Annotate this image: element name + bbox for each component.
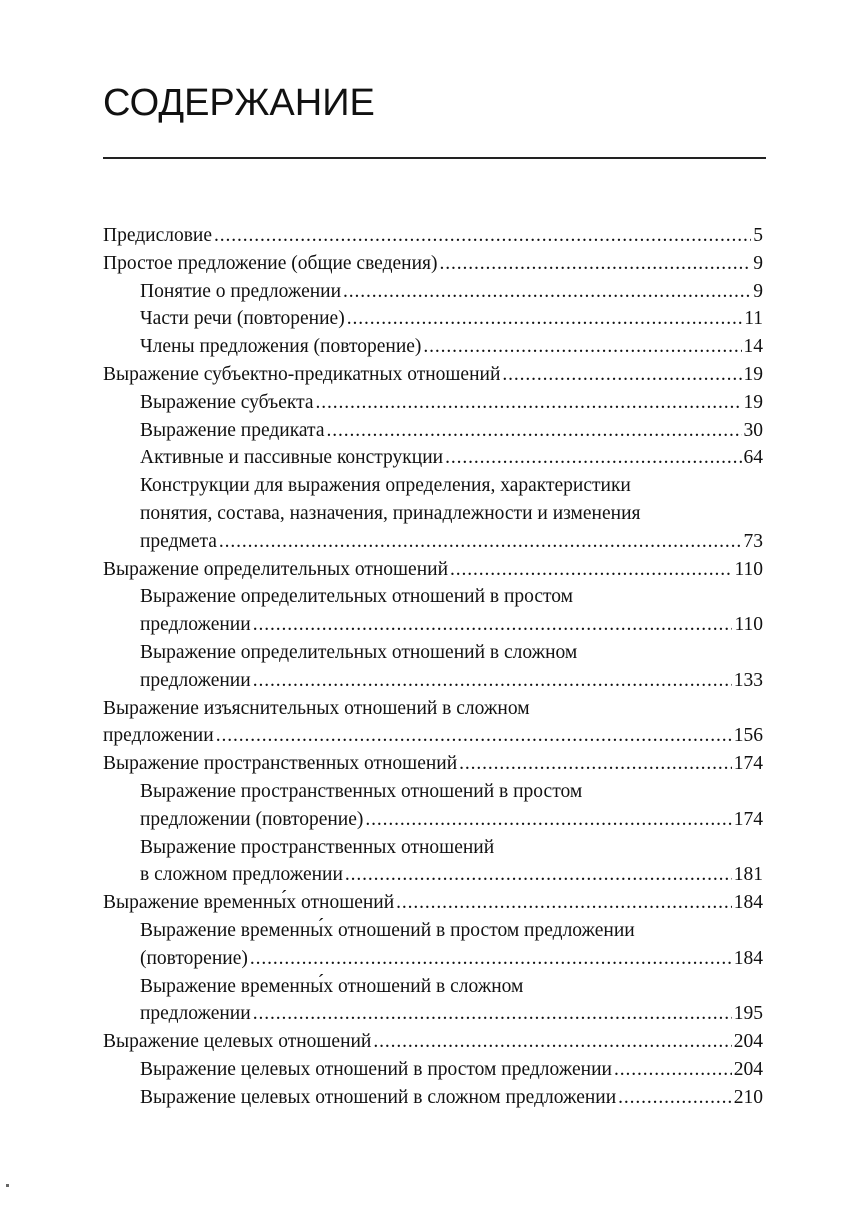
toc-page-number: 174 [733,753,763,775]
toc-entry-line [140,333,763,361]
toc-entry-line [140,861,763,889]
toc-page-number: 110 [734,558,763,580]
toc-entry[interactable] [103,305,763,333]
toc-entry-title-line: Выражение определительных отношений в сложном [140,641,578,663]
toc-entry-title: Выражение целевых отношений в простом предложении [140,1058,612,1080]
toc-page-number: 11 [744,308,763,330]
toc-page-number: 19 [743,363,763,385]
toc-entry[interactable] [103,250,763,278]
toc-entry-line [103,222,763,250]
toc-entry[interactable] [103,278,763,306]
toc-entry[interactable] [103,361,763,389]
toc-entry-title: Выражение целевых отношений [103,1031,372,1053]
toc-entry[interactable] [103,389,763,417]
toc-entry-title-line: Конструкции для выражения определения, характеристики [140,475,631,497]
toc-entry-title: Выражение предиката [140,419,325,441]
toc-entry[interactable] [103,695,763,751]
dot-leader [614,1056,732,1084]
toc-entry-title-line: Выражение определительных отношений в простом [140,586,574,608]
toc-entry[interactable] [103,333,763,361]
toc-entry[interactable] [103,1028,763,1056]
toc-entry-title-line: Выражение временны́х отношений в сложном [140,975,524,997]
table-of-contents [103,222,763,1112]
toc-entry-line [103,722,763,750]
dot-leader [250,945,732,973]
dot-leader [445,444,741,472]
toc-page-number: 174 [733,808,763,830]
toc-page-number: 204 [733,1058,763,1080]
toc-entry-title: Активные и пассивные конструкции [140,447,444,469]
dot-leader [214,222,751,250]
dot-leader [253,1000,732,1028]
toc-page-number: 9 [753,252,763,274]
toc-entry-title: Понятие о предложении [140,280,342,302]
toc-entry-title-line: понятия, состава, назначения, принадлежности и изменения [140,502,641,524]
toc-entry-title: Выражение субъектно-предикатных отношений [103,363,501,385]
toc-entry-title: Предисловие [103,225,213,246]
toc-entry-line [103,556,763,584]
toc-entry-line [140,305,763,333]
dot-leader [219,528,742,556]
dot-leader [618,1084,732,1112]
toc-page-number: 9 [753,280,763,302]
toc-entry-title: предложении [140,614,251,636]
toc-page-number: 30 [743,419,763,441]
dot-leader [253,611,733,639]
toc-entry-line [140,417,763,445]
toc-entry-title: Выражение субъекта [140,391,314,413]
toc-entry-line [140,528,763,556]
toc-entry[interactable] [103,472,763,555]
toc-entry-line [140,389,763,417]
dot-leader [345,861,732,889]
toc-page-number: 73 [743,530,763,552]
dot-leader [459,750,732,778]
toc-page-number: 14 [743,336,763,358]
page-corner-mark [6,1184,9,1187]
toc-entry-title: Выражение целевых отношений в сложном предложении [140,1086,617,1108]
toc-entry[interactable] [103,889,763,917]
toc-page-number: 184 [733,892,763,914]
toc-entry-line [103,750,763,778]
toc-entry-title: Члены предложения (повторение) [140,336,422,358]
toc-page-number: 5 [753,225,763,246]
toc-entry-line [140,1084,763,1112]
toc-entry-line [140,806,763,834]
toc-entry-line [103,889,763,917]
dot-leader [343,278,751,306]
toc-entry-title-line: Выражение пространственных отношений в простом [140,780,583,802]
toc-entry-title: Выражение определительных отношений [103,558,449,580]
toc-entry[interactable] [103,222,763,250]
toc-entry-title: предмета [140,530,217,552]
toc-entry-line [103,1028,763,1056]
toc-page-number: 210 [733,1086,763,1108]
toc-page-number: 110 [734,614,763,636]
toc-page-number: 181 [733,864,763,886]
toc-entry-line [140,945,763,973]
toc-entry[interactable] [103,417,763,445]
toc-page-number: 19 [743,391,763,413]
toc-entry[interactable] [103,556,763,584]
toc-entry[interactable] [103,583,763,639]
toc-entry[interactable] [103,750,763,778]
toc-entry[interactable] [103,444,763,472]
title-underline [103,157,766,159]
toc-entry-line [140,1000,763,1028]
toc-entry[interactable] [103,917,763,973]
dot-leader [253,667,732,695]
toc-entry-line [140,444,763,472]
dot-leader [315,389,741,417]
toc-entry-title: предложении [140,1003,251,1025]
toc-page-number: 64 [743,447,763,469]
dot-leader [439,250,751,278]
toc-page-number: 184 [733,947,763,969]
dot-leader [373,1028,731,1056]
toc-entry-title: (повторение) [140,947,248,969]
dot-leader [216,722,732,750]
toc-entry-title: в сложном предложении [140,864,343,886]
toc-page-number: 204 [733,1031,763,1053]
toc-entry-title: предложении (повторение) [140,808,364,830]
toc-entry-title: предложении [140,669,251,691]
toc-page-number: 195 [733,1003,763,1025]
toc-page-number: 156 [733,725,763,747]
toc-entry-title-line: Выражение пространственных отношений [140,836,495,858]
toc-entry-line [103,361,763,389]
page-title: СОДЕРЖАНИЕ [103,82,375,124]
toc-entry-title-line: Выражение изъяснительных отношений в сложном [103,697,530,719]
toc-entry-title: Простое предложение (общие сведения) [103,252,438,274]
toc-entry-line [140,667,763,695]
dot-leader [502,361,741,389]
dot-leader [347,305,743,333]
toc-entry-title: Выражение временны́х отношений [103,892,395,914]
toc-entry-line [140,278,763,306]
toc-entry-title-line: Выражение временны́х отношений в простом предложении [140,919,635,941]
toc-entry[interactable] [103,1084,763,1112]
toc-entry[interactable] [103,834,763,890]
toc-entry-title: предложении [103,725,214,747]
dot-leader [396,889,732,917]
toc-entry-line [140,611,763,639]
dot-leader [423,333,741,361]
toc-entry-line [103,250,763,278]
toc-entry[interactable] [103,778,763,834]
dot-leader [326,417,741,445]
toc-page-number: 133 [733,669,763,691]
toc-entry-line [140,1056,763,1084]
dot-leader [365,806,731,834]
toc-entry[interactable] [103,639,763,695]
toc-entry[interactable] [103,1056,763,1084]
toc-entry[interactable] [103,973,763,1029]
toc-entry-title: Части речи (повторение) [140,308,345,330]
toc-entry-title: Выражение пространственных отношений [103,753,458,775]
dot-leader [450,556,732,584]
